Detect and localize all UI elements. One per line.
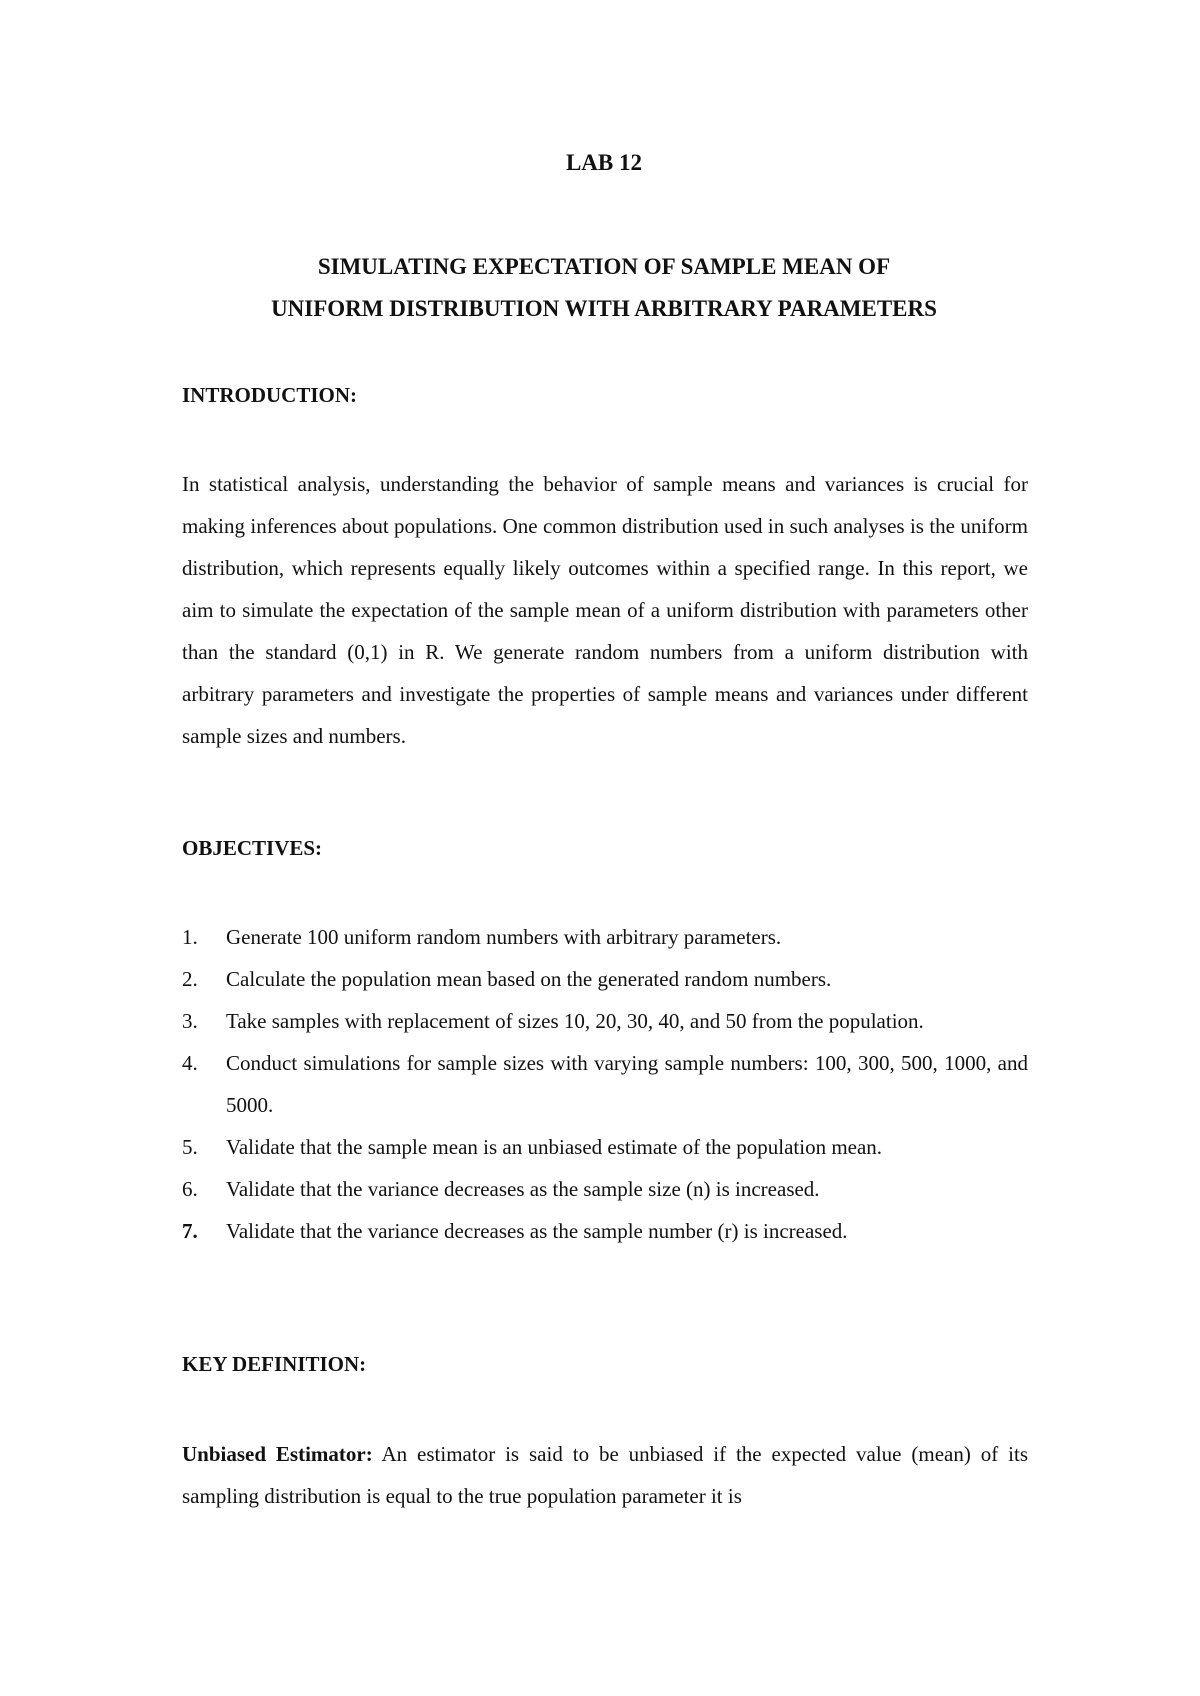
introduction-paragraph: In statistical analysis, understanding the behavior of sample means and variances is crucial for making inferences about populations. One common distribution used in such analyses is the uniform distribution, which represents equally likely outcomes within a specified range. In this report, we aim to simulate the expectation of the sample mean of a uniform distribution with parameters other than the standard (0,1) in R. We generate random numbers from a uniform distribution with arbitrary parameters and investigate the properties of sample means and variances under different sample sizes and numbers.: [182, 472, 1028, 748]
list-item-number: 1.: [182, 925, 198, 949]
list-item: [182, 958, 1028, 1000]
list-item: [182, 916, 1028, 958]
list-item-text: Validate that the sample mean is an unbiased estimate of the population mean.: [226, 1135, 883, 1159]
list-item: [182, 1000, 1028, 1042]
definition-text: An estimator is said to be unbiased if the expected value (mean) of its sampling distribution is equal to the true population parameter it is: [182, 1442, 1028, 1508]
list-item-number: 5.: [182, 1135, 198, 1159]
list-item-text: Generate 100 uniform random numbers with arbitrary parameters.: [226, 925, 782, 949]
key-definition-heading: KEY DEFINITION:: [182, 1352, 367, 1376]
list-item-number: 4.: [182, 1051, 198, 1075]
list-item-number: 2.: [182, 967, 198, 991]
main-title-line-1: SIMULATING EXPECTATION OF SAMPLE MEAN OF: [317, 254, 891, 279]
definition-term: Unbiased Estimator:: [182, 1442, 373, 1466]
list-item-text: Validate that the variance decreases as the sample size (n) is increased.: [226, 1177, 820, 1201]
introduction-heading: INTRODUCTION:: [182, 383, 358, 407]
list-item: [182, 1210, 1028, 1252]
main-title-line-2: UNIFORM DISTRIBUTION WITH ARBITRARY PARAMETERS: [271, 296, 937, 321]
main-title: [150, 246, 1058, 330]
list-item: [182, 1042, 1028, 1126]
lab-title: LAB 12: [565, 150, 643, 175]
objectives-list: [182, 916, 1028, 1252]
list-item-number: 3.: [182, 1009, 198, 1033]
list-item-text: Take samples with replacement of sizes 10, 20, 30, 40, and 50 from the population.: [226, 1009, 924, 1033]
key-definition-paragraph: [182, 1433, 1028, 1517]
list-item-text: Validate that the variance decreases as the sample number (r) is increased.: [226, 1219, 848, 1243]
list-item-number: 7.: [182, 1219, 198, 1243]
list-item-number: 6.: [182, 1177, 198, 1201]
list-item-text: Conduct simulations for sample sizes with varying sample numbers: 100, 300, 500, 1000, and 5000.: [226, 1051, 1028, 1117]
list-item: [182, 1126, 1028, 1168]
objectives-heading: OBJECTIVES:: [182, 836, 323, 860]
list-item-text: Calculate the population mean based on the generated random numbers.: [226, 967, 832, 991]
list-item: [182, 1168, 1028, 1210]
